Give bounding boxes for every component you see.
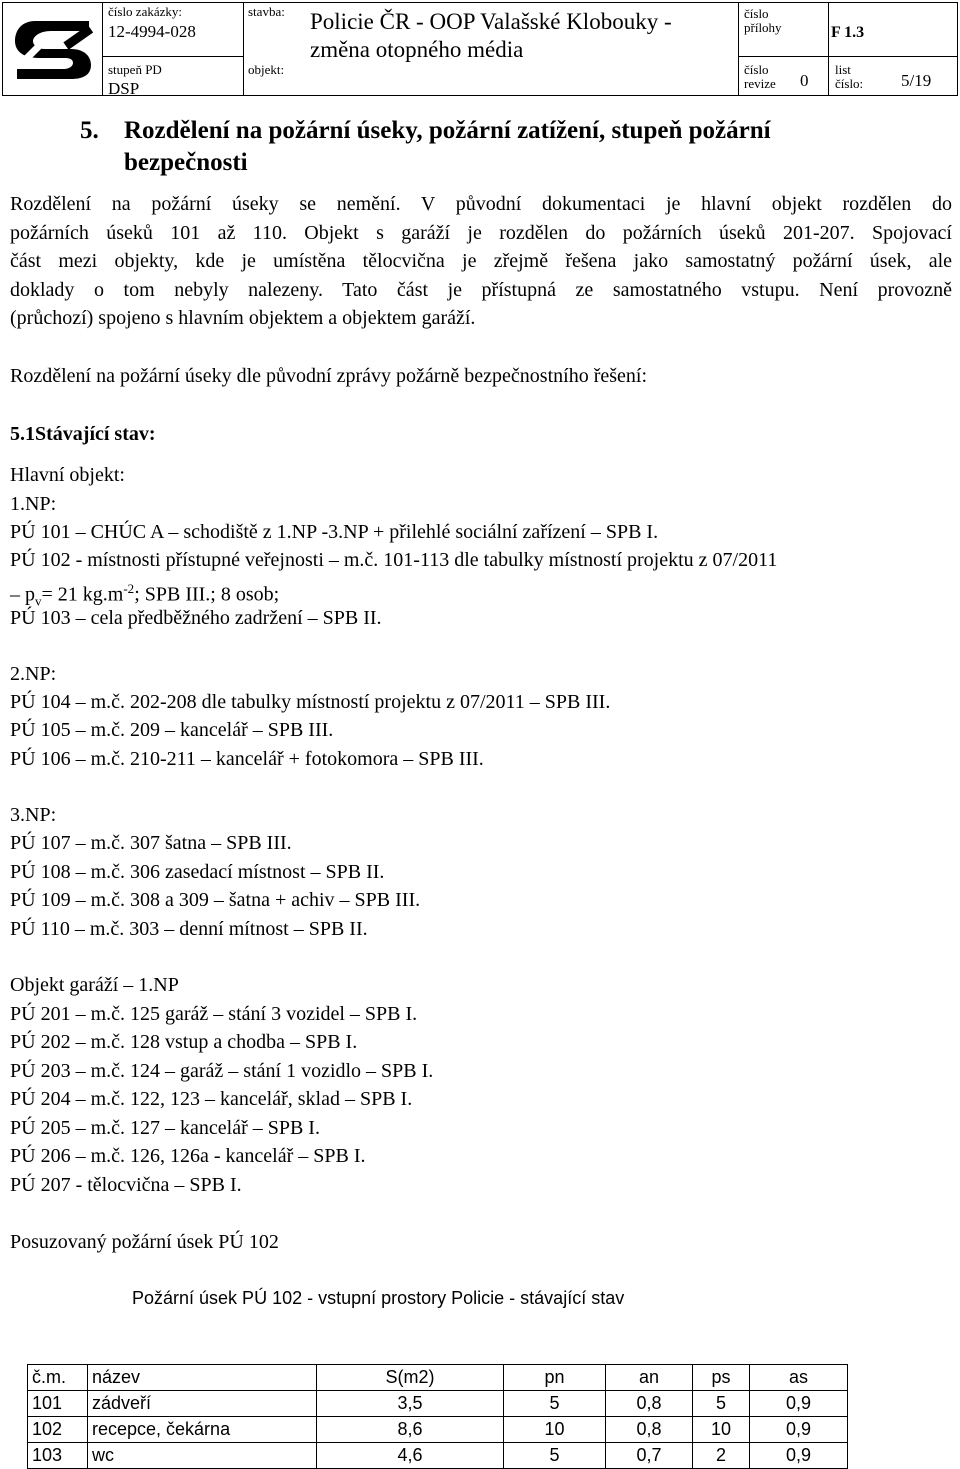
table-cell: 4,6 bbox=[317, 1443, 504, 1469]
table-cell: 103 bbox=[28, 1443, 88, 1469]
order-number-label: číslo zakázky: bbox=[108, 4, 182, 19]
divider bbox=[738, 56, 957, 57]
table-cell: 0,9 bbox=[750, 1417, 848, 1443]
section-number: 5. bbox=[80, 117, 99, 144]
table-row bbox=[28, 1391, 848, 1417]
table-cell: 0,9 bbox=[750, 1391, 848, 1417]
table-cell: zádveří bbox=[88, 1391, 317, 1417]
fire-load-table bbox=[27, 1364, 848, 1469]
fire-section-item: PÚ 102 - místnosti přístupné veřejnosti – m.č. 101-113 dle tabulky místností projektu z 07/2011 bbox=[10, 549, 778, 571]
sheet-value: 5/19 bbox=[901, 71, 932, 90]
intro-line: část mezi objekty, kde je umístěna tělocvična je zřejmě řešena jako samostatný požární úsek, ale bbox=[10, 250, 952, 273]
revision-label-2: revize bbox=[744, 76, 776, 91]
fire-section-item: PÚ 104 – m.č. 202-208 dle tabulky místností projektu z 07/2011 – SPB III. bbox=[10, 691, 611, 713]
table-row bbox=[28, 1443, 848, 1469]
fire-section-item: PÚ 105 – m.č. 209 – kancelář – SPB III. bbox=[10, 719, 334, 741]
column-header: an bbox=[606, 1365, 693, 1391]
intro-line: požárních úseků 101 až 110. Objekt s garáží je rozdělen do požárních úseků 201-207. Spojovací bbox=[10, 221, 952, 244]
table-cell: 2 bbox=[693, 1443, 750, 1469]
column-header: S(m2) bbox=[317, 1365, 504, 1391]
assessed-section: Posuzovaný požární úsek PÚ 102 bbox=[10, 1231, 279, 1253]
table-cell: 101 bbox=[28, 1391, 88, 1417]
intro-paragraph bbox=[10, 190, 952, 333]
intro-line: (průchozí) spojeno s hlavním objektem a objektem garáží. bbox=[10, 307, 476, 330]
floor-label: 3.NP: bbox=[10, 804, 57, 826]
text-part: = 21 kg.m bbox=[41, 583, 124, 606]
division-text: Rozdělení na požární úseky dle původní zprávy požárně bezpečnostního řešení: bbox=[10, 365, 648, 387]
table-cell: 10 bbox=[504, 1417, 606, 1443]
text-subscript: v bbox=[35, 593, 42, 609]
fire-section-item: PÚ 201 – m.č. 125 garáž – stání 3 vozidel – SPB I. bbox=[10, 1003, 418, 1025]
intro-line: Rozdělení na požární úseky se nemění. V původní dokumentaci je hlavní objekt rozdělen do bbox=[10, 193, 952, 215]
stage-label: stupeň PD bbox=[108, 62, 162, 77]
table-cell: 10 bbox=[693, 1417, 750, 1443]
text-part: ; SPB III.; 8 osob; bbox=[134, 583, 280, 606]
table-cell: 3,5 bbox=[317, 1391, 504, 1417]
order-number-value: 12-4994-028 bbox=[108, 22, 196, 41]
table-cell: 0,9 bbox=[750, 1443, 848, 1469]
table-cell: recepce, čekárna bbox=[88, 1417, 317, 1443]
table-cell: 5 bbox=[504, 1391, 606, 1417]
divider bbox=[828, 3, 829, 95]
building-label: stavba: bbox=[248, 4, 285, 19]
fire-section-item: PÚ 103 – cela předběžného zadržení – SPB II. bbox=[10, 607, 382, 629]
fire-section-item: PÚ 204 – m.č. 122, 123 – kancelář, sklad – SPB I. bbox=[10, 1088, 413, 1110]
column-header: ps bbox=[693, 1365, 750, 1391]
column-header: č.m. bbox=[28, 1365, 88, 1391]
table-header-row bbox=[28, 1365, 848, 1391]
object-label: objekt: bbox=[248, 62, 285, 77]
divider bbox=[102, 56, 243, 57]
project-title-line1: Policie ČR - OOP Valašské Klobouky - bbox=[310, 9, 672, 34]
attachment-number-value: F 1.3 bbox=[831, 24, 865, 41]
table-cell: 0,8 bbox=[606, 1417, 693, 1443]
company-logo bbox=[11, 11, 95, 87]
table-cell: 8,6 bbox=[317, 1417, 504, 1443]
fire-section-item: PÚ 202 – m.č. 128 vstup a chodba – SPB I. bbox=[10, 1031, 358, 1053]
fire-section-item: PÚ 109 – m.č. 308 a 309 – šatna + achiv – SPB III. bbox=[10, 889, 421, 911]
floor-label: 1.NP: bbox=[10, 493, 57, 515]
text-superscript: -2 bbox=[123, 581, 135, 596]
intro-line: doklady o tom nebyly nalezeny. Tato část je přístupná ze samostatného vstupu. Není provozně bbox=[10, 278, 952, 301]
table-cell: 0,7 bbox=[606, 1443, 693, 1469]
section-heading bbox=[80, 115, 920, 179]
stage-value: DSP bbox=[108, 79, 140, 98]
text-part: – p bbox=[10, 583, 35, 606]
fire-section-item: PÚ 206 – m.č. 126, 126a - kancelář – SPB I. bbox=[10, 1145, 366, 1167]
column-header: pn bbox=[504, 1365, 606, 1391]
title-block bbox=[2, 2, 958, 96]
table-cell: 102 bbox=[28, 1417, 88, 1443]
fire-section-item: PÚ 108 – m.č. 306 zasedací místnost – SPB II. bbox=[10, 861, 385, 883]
column-header: název bbox=[88, 1365, 317, 1391]
table-cell: 5 bbox=[693, 1391, 750, 1417]
fire-section-item: PÚ 203 – m.č. 124 – garáž – stání 1 vozidlo – SPB I. bbox=[10, 1060, 434, 1082]
fire-section-item: PÚ 207 - tělocvična – SPB I. bbox=[10, 1174, 242, 1196]
table-title: Požární úsek PÚ 102 - vstupní prostory Policie - stávající stav bbox=[132, 1288, 625, 1308]
fire-section-item: PÚ 205 – m.č. 127 – kancelář – SPB I. bbox=[10, 1117, 320, 1139]
fire-section-item: PÚ 106 – m.č. 210-211 – kancelář + fotokomora – SPB III. bbox=[10, 748, 484, 770]
section-title-line2: bezpečnosti bbox=[124, 149, 248, 176]
sheet-label-2: číslo: bbox=[835, 76, 864, 91]
revision-label: číslo bbox=[744, 62, 769, 77]
project-title-line2: změna otopného média bbox=[310, 37, 524, 62]
revision-value: 0 bbox=[800, 71, 809, 90]
divider bbox=[738, 3, 739, 95]
fire-section-item: PÚ 107 – m.č. 307 šatna – SPB III. bbox=[10, 832, 292, 854]
section-title-line1: Rozdělení na požární úseky, požární zatížení, stupeň požární bbox=[124, 117, 771, 144]
column-header: as bbox=[750, 1365, 848, 1391]
sheet-label: list bbox=[835, 62, 851, 77]
floor-label: 2.NP: bbox=[10, 663, 57, 685]
fire-section-item: PÚ 101 – CHÚC A – schodiště z 1.NP -3.NP + přilehlé sociální zařízení – SPB I. bbox=[10, 521, 659, 543]
table-cell: 0,8 bbox=[606, 1391, 693, 1417]
garage-label: Objekt garáží – 1.NP bbox=[10, 974, 179, 996]
fire-section-item: PÚ 110 – m.č. 303 – denní mítnost – SPB II. bbox=[10, 918, 368, 940]
attachment-number-label: číslo bbox=[744, 6, 769, 21]
table-cell: 5 bbox=[504, 1443, 606, 1469]
subsection-heading: 5.1Stávající stav: bbox=[10, 423, 156, 445]
divider bbox=[243, 3, 244, 95]
table-row bbox=[28, 1417, 848, 1443]
table-cell: wc bbox=[88, 1443, 317, 1469]
divider bbox=[102, 3, 103, 95]
main-object-label: Hlavní objekt: bbox=[10, 464, 125, 486]
attachment-number-label-2: přílohy bbox=[744, 20, 782, 35]
